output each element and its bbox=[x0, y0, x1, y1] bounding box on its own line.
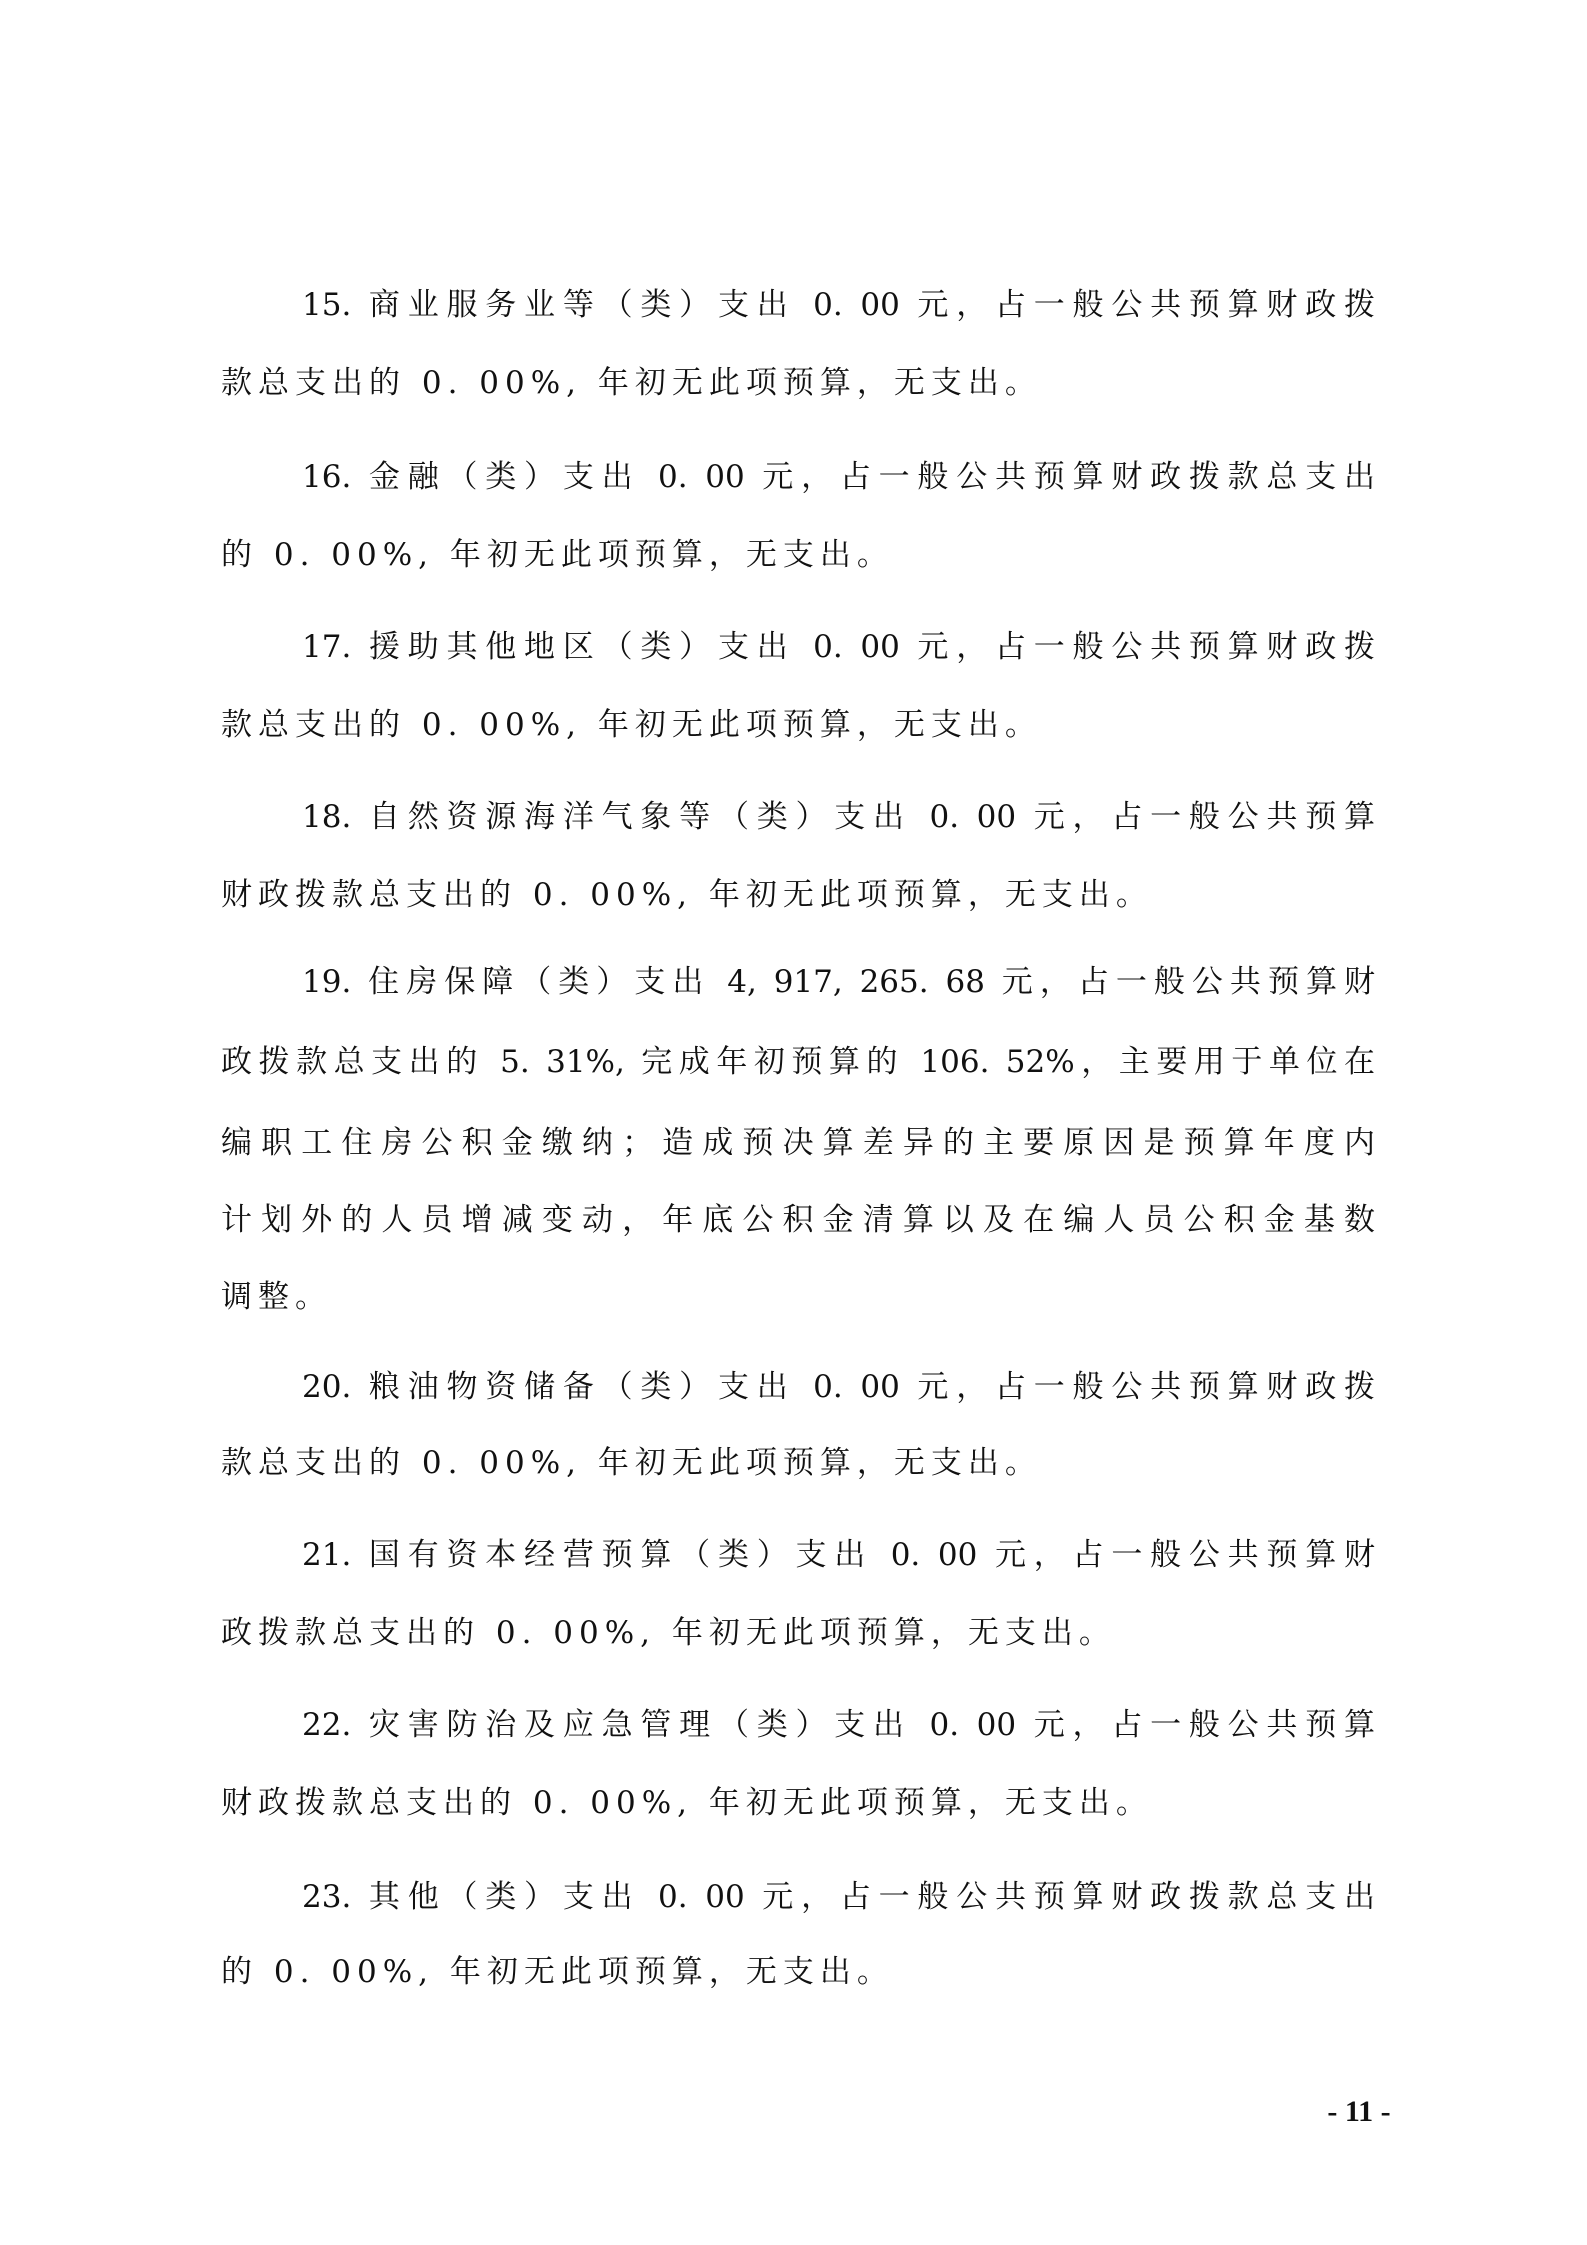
paragraph-19-line-2: 政拨款总支出的 5. 31%, 完成年初预算的 106. 52%，主要用于单位在 bbox=[221, 1044, 1375, 1080]
paragraph-18-line-2: 财政拨款总支出的 0. 00%, 年初无此项预算，无支出。 bbox=[221, 877, 1153, 913]
paragraph-23-line-1: 23. 其他（类）支出 0. 00 元，占一般公共预算财政拨款总支出 bbox=[302, 1879, 1375, 1915]
paragraph-21-line-2: 政拨款总支出的 0. 00%, 年初无此项预算，无支出。 bbox=[221, 1615, 1116, 1651]
paragraph-20-line-1: 20. 粮油物资储备（类）支出 0. 00 元，占一般公共预算财政拨 bbox=[302, 1369, 1375, 1405]
page-number: - 11 - bbox=[1327, 2095, 1391, 2128]
paragraph-15-line-2: 款总支出的 0. 00%, 年初无此项预算，无支出。 bbox=[221, 365, 1042, 401]
paragraph-15-line-1: 15. 商业服务业等（类）支出 0. 00 元，占一般公共预算财政拨 bbox=[302, 287, 1375, 323]
paragraph-21-line-1: 21. 国有资本经营预算（类）支出 0. 00 元，占一般公共预算财 bbox=[302, 1537, 1375, 1573]
paragraph-16-line-1: 16. 金融（类）支出 0. 00 元，占一般公共预算财政拨款总支出 bbox=[302, 459, 1375, 495]
paragraph-22-line-1: 22. 灾害防治及应急管理（类）支出 0. 00 元，占一般公共预算 bbox=[302, 1707, 1375, 1743]
paragraph-18-line-1: 18. 自然资源海洋气象等（类）支出 0. 00 元，占一般公共预算 bbox=[302, 799, 1375, 835]
paragraph-19-line-3: 编职工住房公积金缴纳；造成预决算差异的主要原因是预算年度内 bbox=[221, 1125, 1375, 1161]
paragraph-17-line-2: 款总支出的 0. 00%, 年初无此项预算，无支出。 bbox=[221, 707, 1042, 743]
paragraph-20-line-2: 款总支出的 0. 00%, 年初无此项预算，无支出。 bbox=[221, 1445, 1042, 1481]
paragraph-19-line-1: 19. 住房保障（类）支出 4, 917, 265. 68 元，占一般公共预算财 bbox=[302, 964, 1375, 1000]
paragraph-19-line-4: 计划外的人员增减变动，年底公积金清算以及在编人员公积金基数 bbox=[221, 1202, 1375, 1238]
paragraph-17-line-1: 17. 援助其他地区（类）支出 0. 00 元，占一般公共预算财政拨 bbox=[302, 629, 1375, 665]
paragraph-22-line-2: 财政拨款总支出的 0. 00%, 年初无此项预算，无支出。 bbox=[221, 1785, 1153, 1821]
paragraph-16-line-2: 的 0. 00%, 年初无此项预算，无支出。 bbox=[221, 537, 894, 573]
paragraph-23-line-2: 的 0. 00%, 年初无此项预算，无支出。 bbox=[221, 1954, 894, 1990]
paragraph-19-line-5: 调整。 bbox=[221, 1279, 332, 1315]
